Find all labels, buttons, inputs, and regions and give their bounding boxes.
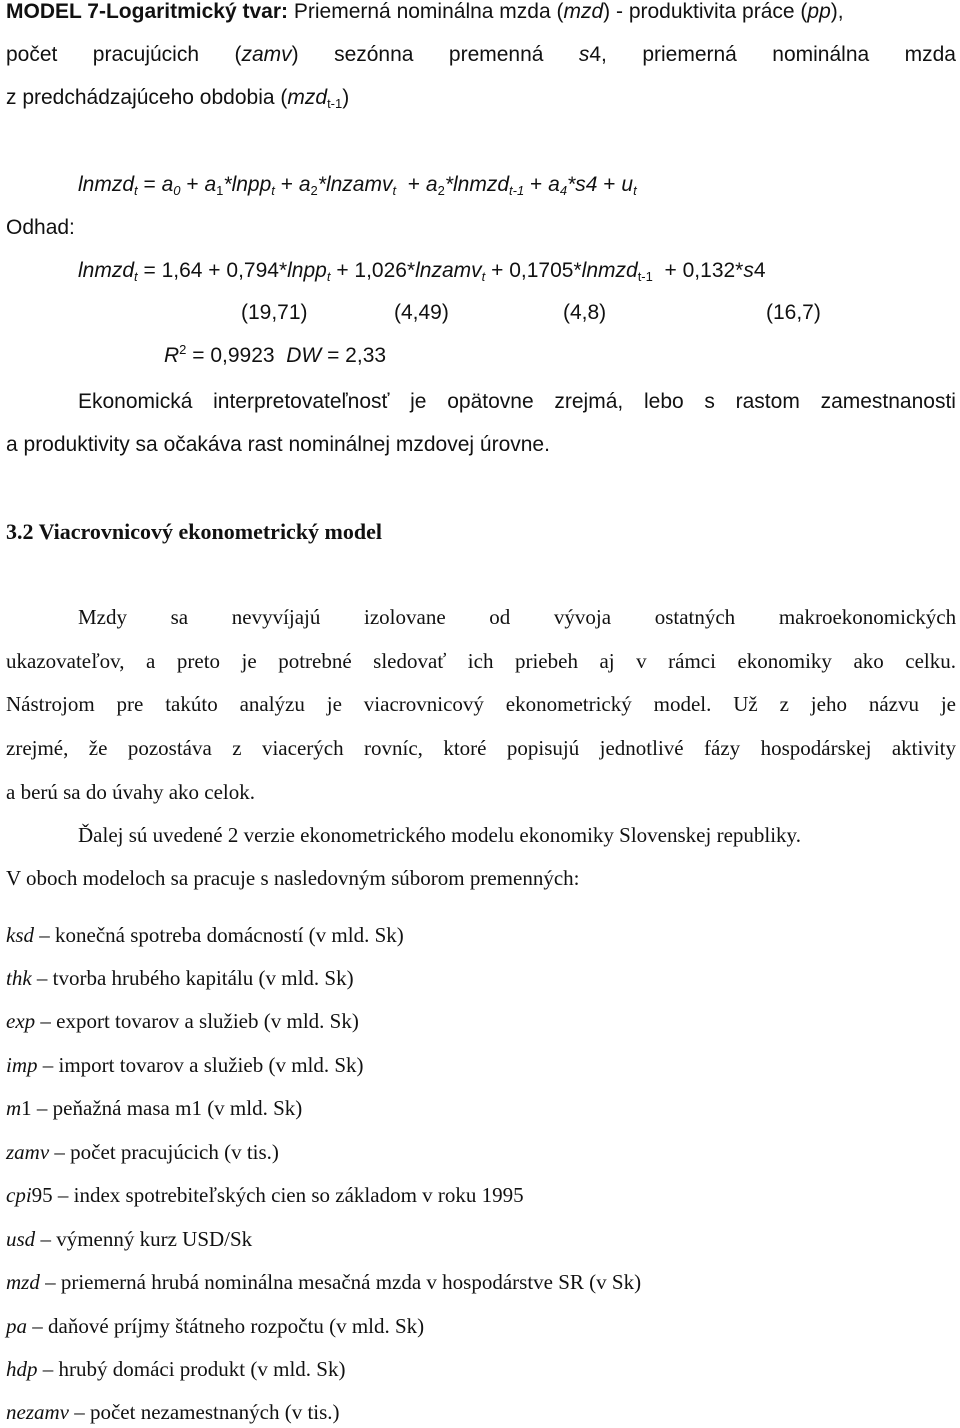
paragraph-line: Nástrojom pre takúto analýzu je viacrovnicový ekonometrický model. Už z jeho názvu je bbox=[6, 692, 956, 716]
eq-op: + bbox=[407, 173, 421, 196]
variable-description: – daňové príjmy štátneho rozpočtu (v mld. Sk) bbox=[27, 1314, 425, 1338]
subscript: t-1 bbox=[327, 96, 343, 111]
coefficient-text: + 1,026* bbox=[336, 259, 416, 282]
subscript: t-1 bbox=[509, 183, 525, 198]
subscript: 1 bbox=[216, 183, 224, 198]
subscript: t-1 bbox=[637, 269, 653, 284]
word: počet bbox=[6, 43, 58, 66]
variable-description: – hrubý domáci produkt (v mld. Sk) bbox=[37, 1357, 346, 1381]
variable-item bbox=[6, 1183, 524, 1208]
variable-symbol: zamv bbox=[6, 1140, 50, 1164]
eq-op: + bbox=[530, 173, 543, 196]
variable-symbol: pa bbox=[6, 1314, 27, 1338]
variable-item bbox=[6, 1400, 340, 1425]
var-pp: pp bbox=[807, 0, 831, 23]
word: je bbox=[410, 390, 427, 413]
variable-description: – výmenný kurz USD/Sk bbox=[35, 1227, 253, 1251]
variable-description: – index spotrebiteľských cien so základom v roku 1995 bbox=[52, 1183, 524, 1207]
subscript: 4 bbox=[559, 183, 568, 198]
variable-symbol: usd bbox=[6, 1227, 36, 1251]
variable-item bbox=[6, 1270, 641, 1295]
term: *s4 bbox=[567, 173, 598, 196]
variable-item bbox=[6, 1314, 424, 1339]
variable-suffix: 1 bbox=[21, 1096, 32, 1120]
word: zrejmá, bbox=[554, 390, 624, 413]
variable-symbol: m bbox=[6, 1096, 22, 1120]
intro-line-2 bbox=[6, 43, 956, 67]
term: lnzamv bbox=[415, 259, 482, 282]
eq-lhs: lnmzd bbox=[78, 173, 135, 196]
standard-error: (16,7) bbox=[766, 301, 821, 324]
error-term: u bbox=[621, 173, 634, 196]
eq-op: + bbox=[280, 173, 294, 196]
word: priemerná bbox=[642, 43, 737, 66]
intro-text: ) - produktivita práce ( bbox=[603, 0, 808, 23]
coefficient-text: + 0,1705* bbox=[491, 259, 582, 282]
word: ostatných bbox=[654, 605, 736, 629]
variable-description: – export tovarov a služieb (v mld. Sk) bbox=[35, 1009, 359, 1033]
var-s: s bbox=[578, 43, 590, 66]
variable-description: – import tovarov a služieb (v mld. Sk) bbox=[37, 1053, 364, 1077]
word: vývoja bbox=[553, 605, 612, 629]
subscript: t bbox=[134, 269, 138, 284]
paragraph-line: ukazovateľov, a preto je potrebné sledovať ich priebeh aj v rámci ekonomiky ako celku. bbox=[6, 649, 956, 673]
term: *lnpp bbox=[223, 173, 272, 196]
paragraph-2-last-line: V oboch modeloch sa pracuje s nasledovným súborom premenných: bbox=[6, 866, 580, 890]
coef: a bbox=[298, 173, 311, 196]
variable-description: – priemerná hrubá nominálna mesačná mzda v hospodárstve SR (v Sk) bbox=[39, 1270, 642, 1294]
variable-item bbox=[6, 1227, 252, 1252]
subscript: 0 bbox=[173, 183, 181, 198]
variable-suffix: 95 bbox=[31, 1183, 53, 1207]
paragraph-1-first-line bbox=[78, 605, 956, 630]
paragraph-2-first-line: Ďalej sú uvedené 2 verzie ekonometrického modelu ekonomiky Slovenskej republiky. bbox=[78, 823, 801, 847]
variable-symbol: thk bbox=[6, 966, 32, 990]
word: od bbox=[489, 605, 511, 629]
term: lnpp bbox=[287, 259, 327, 282]
coef: a bbox=[548, 173, 560, 196]
interpretation-line-2: a produktivity sa očakáva rast nominálnej mzdovej úrovne. bbox=[6, 433, 550, 456]
variable-description: – počet pracujúcich (v tis.) bbox=[49, 1140, 279, 1164]
subscript: 2 bbox=[437, 183, 445, 198]
word: nominálna bbox=[772, 43, 870, 66]
var-mzd: mzd bbox=[563, 0, 604, 23]
variable-item bbox=[6, 1140, 279, 1165]
fit-statistics bbox=[164, 344, 386, 368]
intro-text: z predchádzajúceho obdobia ( bbox=[6, 86, 288, 109]
superscript: 2 bbox=[179, 342, 187, 357]
subscript: 2 bbox=[310, 183, 318, 198]
variable-item bbox=[6, 1009, 359, 1034]
word: zamestnanosti bbox=[820, 390, 956, 413]
coefficient-text: + 0,132* bbox=[664, 259, 744, 282]
word: (zamv) bbox=[234, 43, 299, 66]
coef: a bbox=[161, 173, 174, 196]
variable-description: – počet nezamestnaných (v tis.) bbox=[68, 1400, 340, 1424]
variable-item bbox=[6, 966, 354, 991]
r2-label: R bbox=[164, 344, 180, 367]
word: nevyvíjajú bbox=[231, 605, 321, 629]
word: interpretovateľnosť bbox=[213, 390, 390, 413]
term: lnmzd bbox=[581, 259, 638, 282]
variable-item bbox=[6, 923, 404, 948]
variable-item bbox=[6, 1357, 345, 1382]
variable-symbol: nezamv bbox=[6, 1400, 69, 1424]
word: mzda bbox=[904, 43, 956, 66]
standard-error: (19,71) bbox=[241, 301, 308, 324]
word: sezónna bbox=[334, 43, 414, 66]
subscript: t bbox=[481, 269, 486, 284]
word: premenná bbox=[448, 43, 544, 66]
intro-line-3 bbox=[6, 86, 349, 110]
var-zamv: zamv bbox=[241, 43, 292, 66]
estimate-label: Odhad: bbox=[6, 216, 75, 239]
term: *lnmzd bbox=[444, 173, 510, 196]
coefficient-text: = 1,64 + 0,794* bbox=[143, 259, 288, 282]
eq-op: + bbox=[603, 173, 616, 196]
model-title-line bbox=[6, 0, 844, 24]
word: s4, bbox=[578, 43, 607, 66]
coefficient-text: 4 bbox=[753, 259, 766, 282]
coef: a bbox=[204, 173, 217, 196]
dw-label: DW bbox=[286, 344, 322, 367]
model-title: MODEL 7-Logaritmický tvar: bbox=[6, 0, 289, 23]
variable-symbol: ksd bbox=[6, 923, 34, 947]
variable-description: – konečná spotreba domácností (v mld. Sk) bbox=[34, 923, 404, 947]
variable-description: – peňažná masa m1 (v mld. Sk) bbox=[31, 1096, 303, 1120]
subscript: t bbox=[392, 183, 397, 198]
word: opätovne bbox=[447, 390, 534, 413]
eq-op: = bbox=[137, 173, 162, 196]
variable-item bbox=[6, 1096, 302, 1121]
variable-symbol: hdp bbox=[6, 1357, 38, 1381]
dw-value: = 2,33 bbox=[321, 344, 387, 367]
word: izolovane bbox=[364, 605, 446, 629]
coef: a bbox=[425, 173, 438, 196]
word: pracujúcich bbox=[92, 43, 200, 66]
variable-symbol: cpi bbox=[6, 1183, 32, 1207]
word: makroekonomických bbox=[778, 605, 957, 629]
variable-description: – tvorba hrubého kapitálu (v mld. Sk) bbox=[31, 966, 354, 990]
eq-op: + bbox=[186, 173, 199, 196]
word: Ekonomická bbox=[78, 390, 193, 413]
word: lebo bbox=[643, 390, 684, 413]
word: s rastom bbox=[704, 390, 800, 413]
paragraph-line: a berú sa do úvahy ako celok. bbox=[6, 780, 255, 804]
standard-error: (4,49) bbox=[394, 301, 449, 324]
variable-symbol: imp bbox=[6, 1053, 38, 1077]
subscript: t bbox=[326, 269, 331, 284]
interpretation-line-1 bbox=[78, 390, 956, 414]
word: sa bbox=[170, 605, 189, 629]
paragraph-line: zrejmé, že pozostáva z viacerých rovníc, ktoré popisujú jednotlivé fázy hospodárskej aktivity bbox=[6, 736, 956, 760]
word: Mzdy bbox=[78, 605, 127, 629]
eq-lhs: lnmzd bbox=[78, 259, 135, 282]
subscript: t bbox=[134, 183, 138, 198]
term: s bbox=[743, 259, 754, 282]
intro-text: ), bbox=[830, 0, 844, 23]
r2-value: = 0,9923 bbox=[186, 344, 275, 367]
intro-text: Priemerná nominálna mzda ( bbox=[293, 0, 564, 23]
standard-error: (4,8) bbox=[563, 301, 607, 324]
variable-symbol: exp bbox=[6, 1009, 36, 1033]
variable-symbol: mzd bbox=[6, 1270, 40, 1294]
general-equation bbox=[78, 173, 637, 197]
variable-item bbox=[6, 1053, 364, 1078]
var-mzd: mzd bbox=[287, 86, 328, 109]
subscript: t bbox=[633, 183, 637, 198]
intro-text: ) bbox=[342, 86, 350, 109]
estimated-equation bbox=[78, 259, 766, 283]
section-heading: 3.2 Viacrovnicový ekonometrický model bbox=[6, 519, 382, 544]
subscript: t bbox=[271, 183, 275, 198]
term: *lnzamv bbox=[317, 173, 393, 196]
